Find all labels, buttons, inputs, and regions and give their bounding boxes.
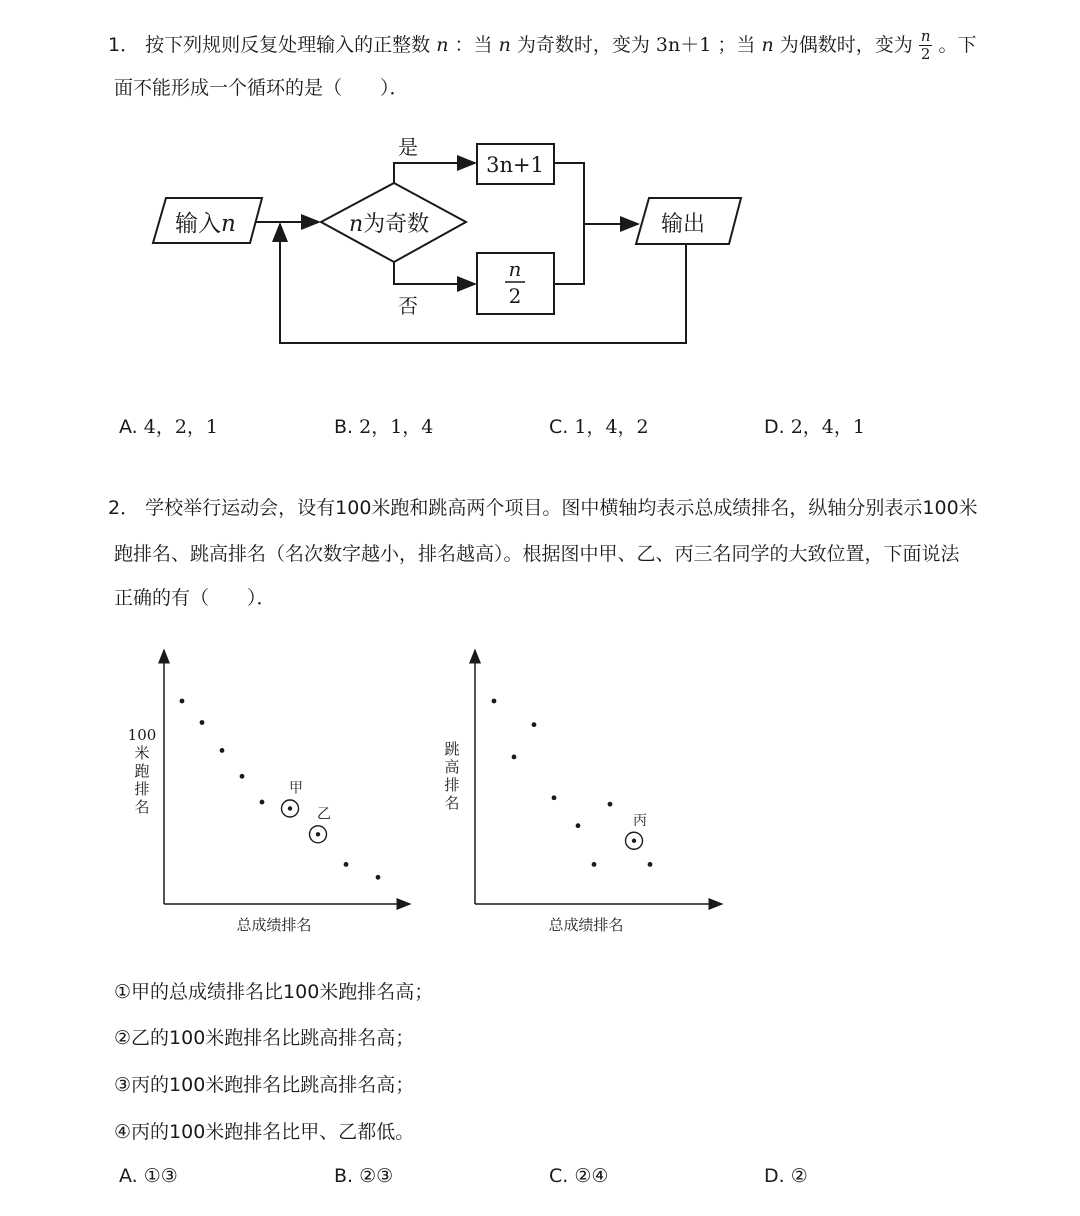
q1-var-n: n — [436, 34, 449, 56]
q1-frac-den: 2 — [920, 45, 931, 63]
y-axis-label — [444, 740, 459, 812]
option-letter: A. — [119, 416, 138, 438]
option-text: ①③ — [143, 1165, 178, 1187]
q1-stem-b: ：当 — [454, 34, 493, 56]
q1-frac-num: n — [920, 27, 931, 45]
q2-number: 2． — [108, 497, 140, 519]
x-axis-label: 总成绩排名 — [236, 916, 312, 934]
q2-option-b[interactable] — [334, 1165, 393, 1187]
no-label: 否 — [398, 294, 418, 318]
output-label: 输出 — [661, 212, 706, 237]
scatter-point — [200, 720, 205, 725]
y-label-char: 名 — [134, 798, 150, 816]
y-label-char: 名 — [444, 794, 460, 812]
option-letter: B. — [334, 1165, 354, 1187]
scatter-points — [180, 699, 381, 880]
q2-statement-4: ④丙的100米跑排名比甲、乙都低。 — [114, 1121, 415, 1143]
y-label-char: 跳 — [444, 740, 460, 758]
yes-label: 是 — [398, 135, 418, 159]
box-even-den: 2 — [508, 284, 522, 308]
option-text: ②④ — [574, 1165, 609, 1187]
scatter-point — [180, 699, 185, 704]
y-label-char: 排 — [134, 780, 150, 798]
scatter-point — [288, 806, 292, 810]
scatter-point — [240, 774, 245, 779]
scatter-point — [608, 802, 613, 807]
scatter-point — [632, 839, 636, 843]
q2-option-d[interactable] — [764, 1165, 808, 1187]
scatter-point — [648, 862, 653, 867]
scatter-point — [552, 795, 557, 800]
q1-stem-c: 为奇数时，变为 — [516, 34, 650, 56]
option-text: ②③ — [359, 1165, 394, 1187]
scatter-point — [592, 862, 597, 867]
point-label: 甲 — [289, 780, 303, 797]
y-label-top: 100 — [127, 726, 157, 744]
arrow-no — [394, 262, 475, 284]
q2-statement-3: ③丙的100米跑排名比跳高排名高； — [114, 1074, 415, 1096]
q2-stem-line2: 跑排名、跳高排名（名次数字越小，排名越高）。根据图中甲、乙、丙三名同学的大致位置，下面说法 — [114, 543, 960, 565]
option-letter: B. — [334, 416, 354, 438]
q2-stem-line1 — [108, 496, 978, 520]
scatter-point — [532, 722, 537, 727]
point-label: 丙 — [633, 812, 647, 829]
q1-option-b[interactable] — [334, 412, 433, 439]
arrow-yes — [394, 163, 475, 183]
y-axis-label — [128, 726, 157, 816]
option-text: ② — [790, 1165, 808, 1187]
option-text: 2，4，1 — [790, 416, 865, 438]
q1-stem-f: 。下 — [938, 34, 977, 56]
merge-line — [554, 163, 584, 284]
q1-option-c[interactable] — [549, 412, 649, 439]
option-letter: C. — [549, 1165, 569, 1187]
q1-number: 1． — [108, 34, 140, 56]
option-letter: A. — [119, 1165, 138, 1187]
scatter-point — [260, 800, 265, 805]
y-label-char: 排 — [444, 776, 460, 794]
input-label: 输入n — [175, 211, 236, 237]
chart-high-jump — [432, 636, 742, 946]
q1-stem-line2: 面不能形成一个循环的是（ ）． — [114, 77, 409, 99]
scatter-point — [220, 748, 225, 753]
q1-stem-a: 按下列规则反复处理输入的正整数 — [145, 34, 431, 56]
q1-flowchart — [0, 0, 1080, 360]
option-text: 4，2，1 — [143, 416, 219, 438]
scatter-point — [492, 699, 497, 704]
q1-expr-odd: 3n＋1 — [655, 34, 712, 56]
q2-stem-line3: 正确的有（ ）． — [114, 587, 276, 609]
q2-option-a[interactable] — [119, 1165, 178, 1187]
point-label: 乙 — [317, 806, 331, 823]
option-text: 1，4，2 — [574, 416, 649, 438]
q2-option-c[interactable] — [549, 1165, 608, 1187]
scatter-points — [492, 699, 653, 867]
scatter-point — [376, 875, 381, 880]
q2-statement-2: ②乙的100米跑排名比跳高排名高； — [114, 1027, 415, 1049]
q1-var-n-2: n — [498, 34, 511, 56]
option-letter: D. — [764, 1165, 785, 1187]
q1-var-n-3: n — [761, 34, 774, 56]
chart-100m — [120, 636, 430, 946]
y-label-char: 米 — [134, 744, 150, 762]
scatter-point — [512, 755, 517, 760]
scatter-point — [316, 832, 320, 836]
box-even-num: n — [508, 257, 522, 281]
option-letter: C. — [549, 416, 569, 438]
y-label-char: 跑 — [134, 762, 150, 780]
x-axis-label: 总成绩排名 — [548, 916, 624, 934]
scatter-point — [344, 862, 349, 867]
q1-stem-e: 为偶数时，变为 — [779, 34, 913, 56]
q2-line1-text: 学校举行运动会，设有100米跑和跳高两个项目。图中横轴均表示总成绩排名，纵轴分别表示100米 — [145, 497, 978, 519]
decision-label: n为奇数 — [349, 212, 430, 237]
scatter-point — [576, 823, 581, 828]
option-letter: D. — [764, 416, 785, 438]
y-label-char: 高 — [444, 758, 460, 776]
q1-option-a[interactable] — [119, 412, 218, 439]
q1-stem-d: ；当 — [717, 34, 756, 56]
q1-option-d[interactable] — [764, 412, 865, 439]
loop-back-line — [280, 224, 686, 343]
box-odd-label: 3n+1 — [486, 153, 544, 177]
q2-statement-1: ①甲的总成绩排名比100米跑排名高； — [114, 981, 434, 1003]
option-text: 2，1，4 — [359, 416, 434, 438]
